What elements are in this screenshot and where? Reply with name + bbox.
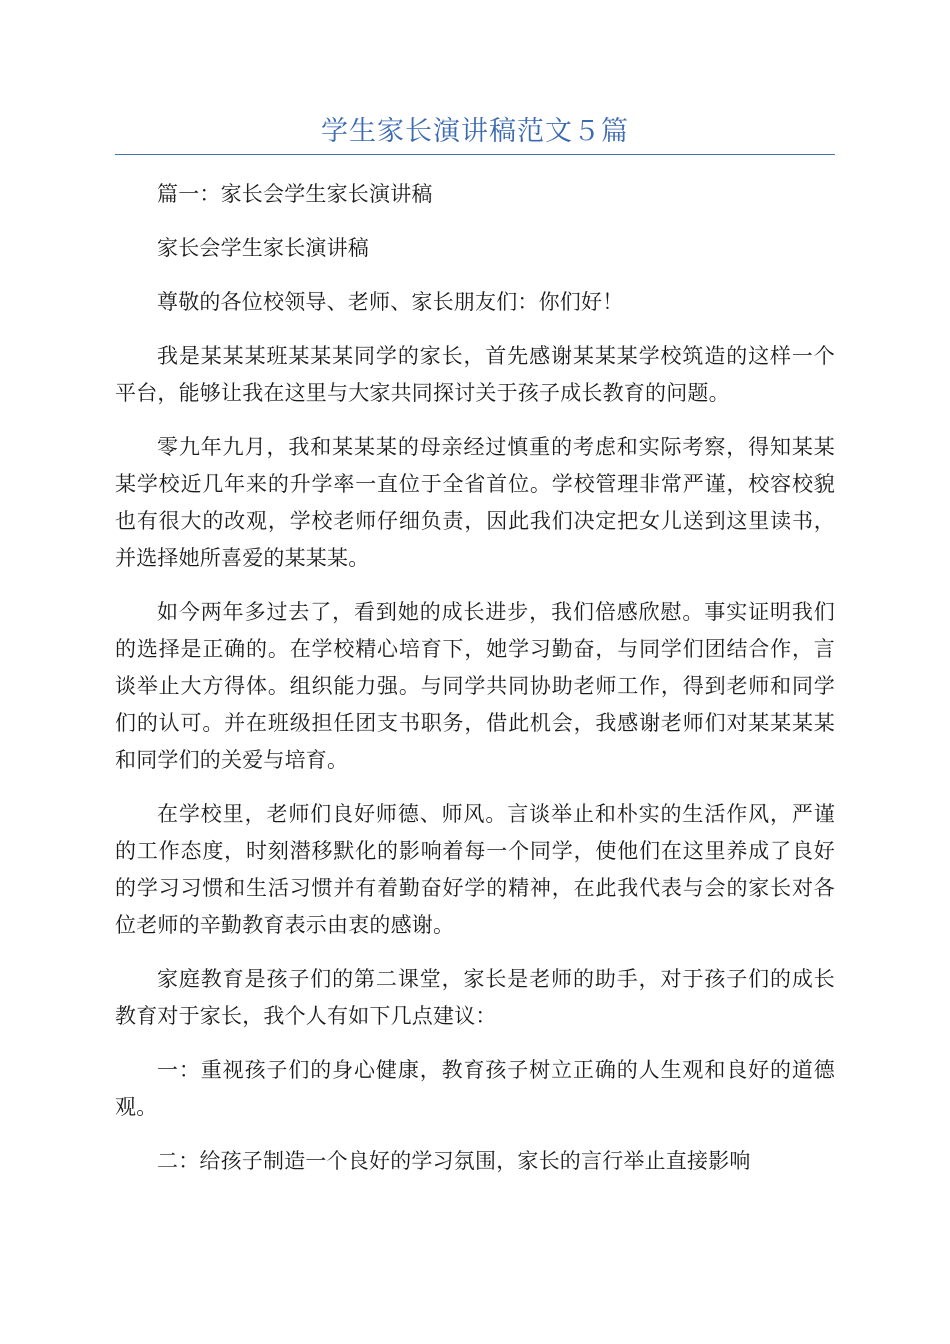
paragraph: 零九年九月，我和某某某的母亲经过慎重的考虑和实际考察，得知某某某学校近几年来的升学率一直位于全省首位。学校管理非常严谨，校容校貌也有很大的改观，学校老师仔细负责，因此我们决定把女儿送到这里读书，并选择她所喜爱的某某某。 — [115, 435, 835, 570]
paragraph: 家庭教育是孩子们的第二课堂，家长是老师的助手，对于孩子们的成长教育对于家长，我个人有如下几点建议： — [115, 967, 835, 1028]
paragraph: 如今两年多过去了，看到她的成长进步，我们倍感欣慰。事实证明我们的选择是正确的。在学校精心培育下，她学习勤奋，与同学们团结合作，言谈举止大方得体。组织能力强。与同学共同协助老师工作，得到老师和同学们的认可。并在班级担任团支书职务，借此机会，我感谢老师们对某某某某和同学们的关爱与培育。 — [115, 600, 835, 772]
document-title: 学生家长演讲稿范文５篇 — [321, 116, 629, 147]
paragraph: 我是某某某班某某某同学的家长，首先感谢某某某学校筑造的这样一个平台，能够让我在这里与大家共同探讨关于孩子成长教育的问题。 — [115, 344, 835, 405]
paragraph-greeting: 尊敬的各位校领导、老师、家长朋友们：你们好！ — [157, 290, 624, 314]
title-underline — [115, 154, 835, 155]
paragraph-section-heading: 篇一：家长会学生家长演讲稿 — [157, 182, 433, 206]
paragraph: 在学校里，老师们良好师德、师风。言谈举止和朴实的生活作风，严谨的工作态度，时刻潜移默化的影响着每一个同学，使他们在这里养成了良好的学习习惯和生活习惯并有着勤奋好学的精神，在此我代表与会的家长对各位老师的辛勤教育表示由衷的感谢。 — [115, 802, 835, 937]
paragraph-suggestion-1: 一：重视孩子们的身心健康，教育孩子树立正确的人生观和良好的道德观。 — [115, 1058, 835, 1119]
paragraph-suggestion-2: 二：给孩子制造一个良好的学习氛围，家长的言行举止直接影响 — [157, 1149, 751, 1173]
paragraph-speech-title: 家长会学生家长演讲稿 — [157, 236, 369, 260]
document-body — [115, 176, 835, 1197]
